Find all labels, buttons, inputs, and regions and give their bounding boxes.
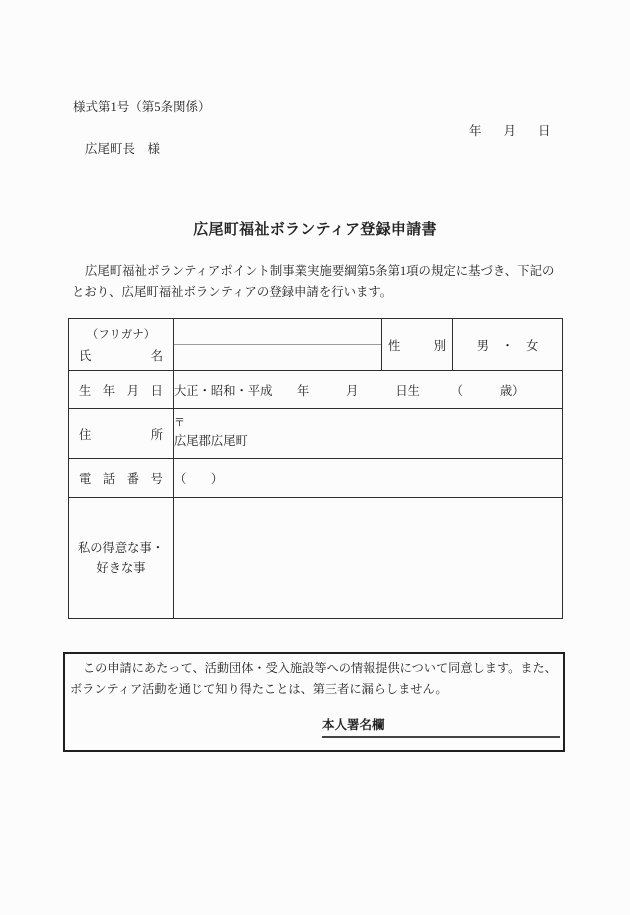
signature-line [322,718,560,738]
gender-label-cell [382,319,453,371]
birthdate-label-char: 生 [79,383,92,398]
name-label-char: 名 [150,348,163,363]
postal-mark: 〒 [174,416,185,429]
name-label-cell [69,319,174,371]
table-row-address [69,409,563,459]
skills-label-line-2: 好きな事 [96,561,146,575]
gender-label-char: 別 [433,338,446,353]
date-line [469,121,551,139]
table-row-birthdate [69,371,563,409]
address-value: 広尾郡広尾町 [174,433,248,448]
date-year-label: 年 [469,124,482,138]
address-label-char: 所 [150,427,163,442]
name-input-cell [174,319,382,371]
birthdate-label-cell [69,371,174,409]
birthdate-label-char: 年 [102,383,116,398]
phone-label-cell [69,459,174,498]
address-label-cell [69,409,174,459]
phone-label-char: 番 [126,472,140,486]
furigana-divider-line [174,344,381,345]
birthdate-value-cell: 大正・昭和・平成 年 月 日生 （ 歳） [174,371,563,409]
address-label-char: 住 [79,427,92,442]
date-month-label: 月 [503,124,517,138]
intro-paragraph [72,261,564,302]
skills-value-cell [174,498,563,619]
consent-line-1: この申請にあたって、活動団体・受入施設等への情報提供について同意します。また、 [83,661,557,675]
signature-label: 本人署名欄 [322,718,385,732]
phone-value-cell: （ ） [174,459,563,498]
phone-label-char: 話 [102,472,116,486]
document-title: 広尾町福祉ボランティア登録申請書 [193,222,437,238]
furigana-label: （フリガナ） [86,328,156,341]
application-form-table [68,318,563,619]
consent-line-2: ボランティア活動を通じて知り得たことは、第三者に漏らしません。 [70,682,448,696]
table-row-name [69,319,563,371]
addressee: 広尾町長 様 [85,142,161,156]
intro-line-2: とおり、広尾町福祉ボランティアの登録申請を行います。 [72,284,393,299]
skills-label-line-1: 私の得意な事・ [77,541,165,555]
table-row-skills [69,498,563,619]
phone-label-char: 号 [150,472,163,486]
skills-label-cell [69,498,174,619]
consent-box [63,652,565,752]
name-label-char: 氏 [79,348,92,363]
gender-label-char: 性 [388,338,401,353]
date-day-label: 日 [538,124,551,138]
table-row-phone [69,459,563,498]
gender-options-cell: 男 ・ 女 [453,319,563,371]
form-number: 様式第1号（第5条関係） [73,100,211,114]
birthdate-label-char: 月 [126,383,140,398]
birthdate-label-char: 日 [150,383,163,398]
intro-line-1: 広尾町福祉ボランティアポイント制事業実施要綱第5条第1項の規定に基づき、下記の [85,264,555,278]
phone-label-char: 電 [79,472,92,486]
address-value-cell [174,409,563,459]
